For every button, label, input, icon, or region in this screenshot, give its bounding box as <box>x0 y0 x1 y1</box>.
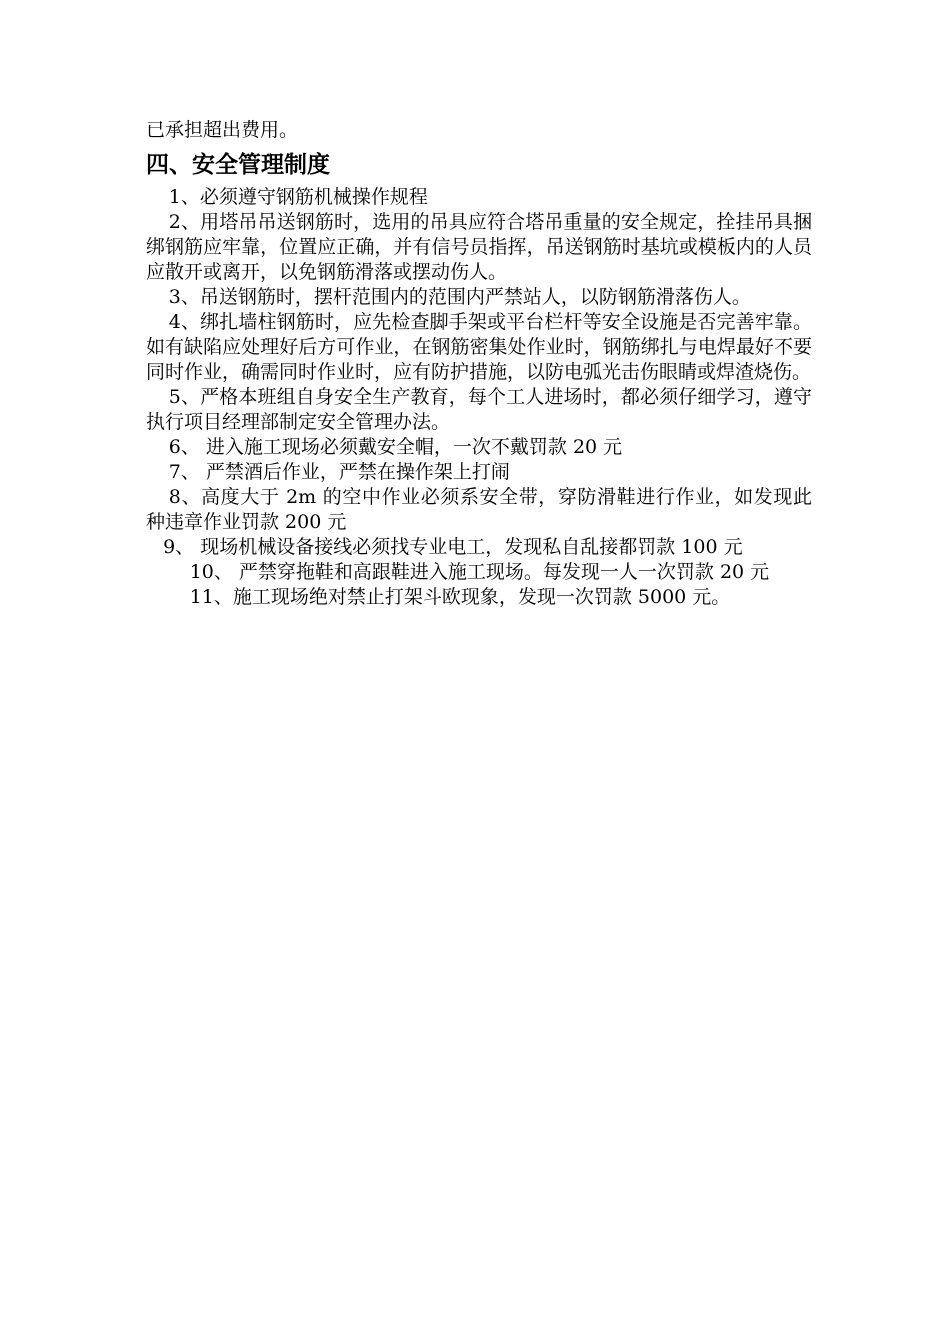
list-item: 4、绑扎墙柱钢筋时，应先检查脚手架或平台栏杆等安全设施是否完善牢靠。如有缺陷应处理好后方可作业，在钢筋密集处作业时，钢筋绑扎与电焊最好不要同时作业，确需同时作业时，应有防护措施，以防电弧光击伤眼睛或焊渣烧伤。 <box>146 311 812 383</box>
section-title: 四、安全管理制度 <box>146 152 330 178</box>
list-item: 6、 进入施工现场必须戴安全帽，一次不戴罚款 20 元 <box>168 436 623 458</box>
list-item: 3、吊送钢筋时，摆杆范围内的范围内严禁站人，以防钢筋滑落伤人。 <box>168 286 751 308</box>
document-page <box>146 118 812 610</box>
list-item: 2、用塔吊吊送钢筋时，选用的吊具应符合塔吊重量的安全规定，拴挂吊具捆绑钢筋应牢靠，位置应正确，并有信号员指挥，吊送钢筋时基坑或模板内的人员应散开或离开，以免钢筋滑落或摆动伤人。 <box>146 211 812 283</box>
list-item: 11、施工现场绝对禁止打架斗欧现象，发现一次罚款 5000 元。 <box>189 586 731 608</box>
list-item: 1、必须遵守钢筋机械操作规程 <box>168 186 428 208</box>
continuation-text: 已承担超出费用。 <box>146 119 299 141</box>
list-item: 10、 严禁穿拖鞋和高跟鞋进入施工现场。每发现一人一次罚款 20 元 <box>189 561 770 583</box>
list-item: 7、 严禁酒后作业，严禁在操作架上打闹 <box>168 461 510 483</box>
list-item: 5、严格本班组自身安全生产教育，每个工人进场时，都必须仔细学习，遵守执行项目经理部制定安全管理办法。 <box>146 386 812 433</box>
list-item: 9、 现场机械设备接线必须找专业电工，发现私自乱接都罚款 100 元 <box>163 536 743 558</box>
list-item: 8、高度大于 2m 的空中作业必须系安全带，穿防滑鞋进行作业，如发现此种违章作业罚款 200 元 <box>146 486 812 533</box>
